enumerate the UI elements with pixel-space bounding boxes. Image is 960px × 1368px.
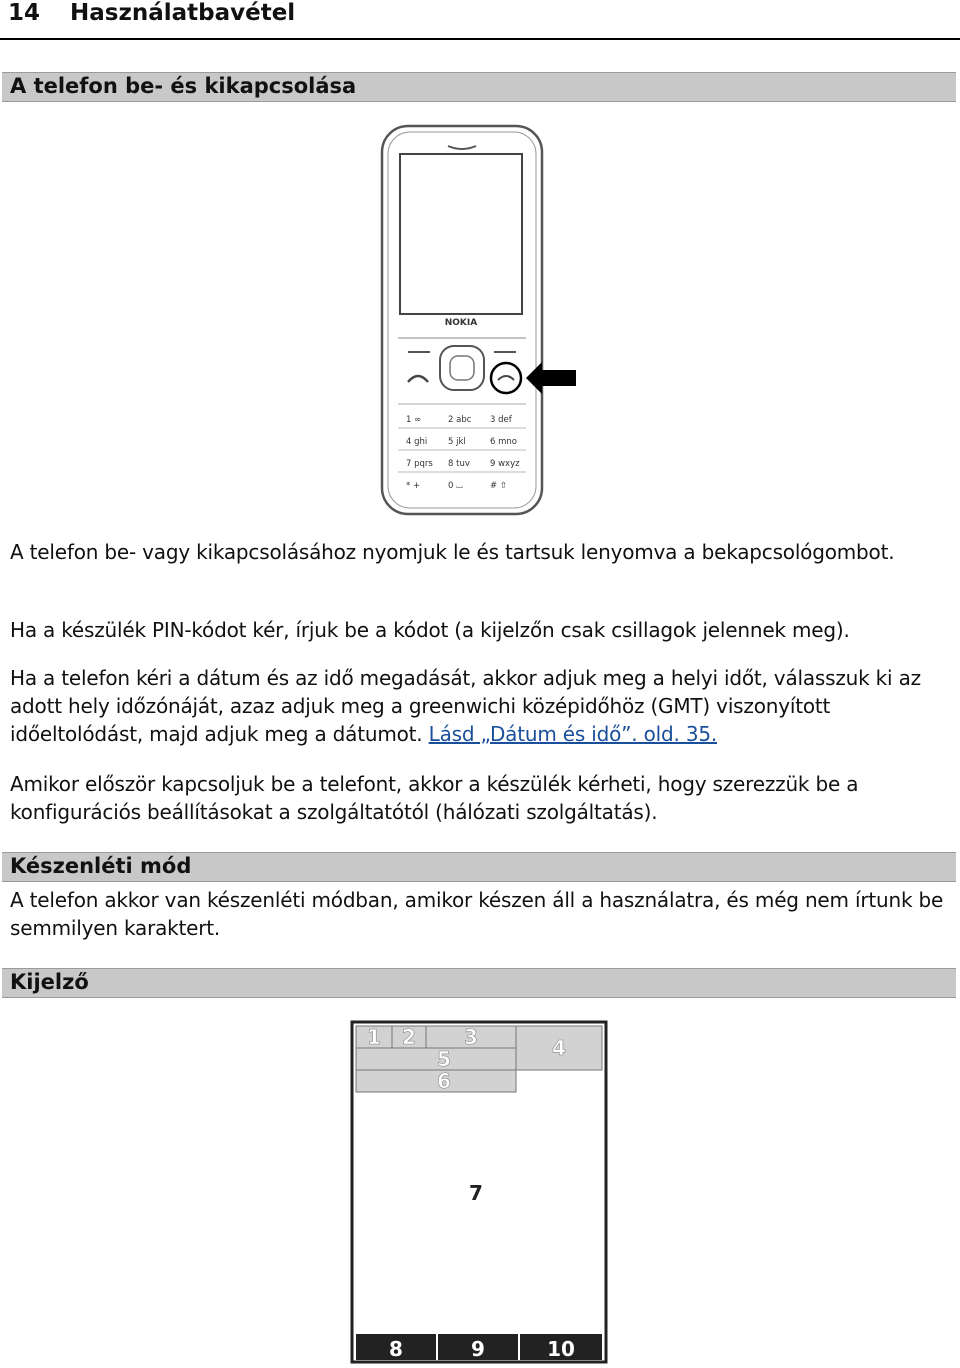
paragraph-configuration: Amikor először kapcsoljuk be a telefont, akkor a készülék kérheti, hogy szerezzük be a konfigurációs beállításokat a szolgáltatótól (hálózati szolgáltatás). xyxy=(10,772,859,824)
key-star: * + xyxy=(406,481,421,491)
label-5: 5 xyxy=(437,1047,451,1071)
chapter-title: Használatbavétel xyxy=(70,0,296,26)
key-5: 5 jkl xyxy=(448,437,466,447)
section-title: Kijelző xyxy=(10,970,89,994)
phone-brand-logo: NOKIA xyxy=(444,318,478,328)
label-7: 7 xyxy=(469,1181,483,1205)
section-heading-power xyxy=(2,72,956,102)
key-0: 0 ⌴ xyxy=(448,481,463,491)
area-5 xyxy=(356,1048,516,1070)
area-6 xyxy=(356,1070,516,1092)
label-3: 3 xyxy=(464,1025,478,1049)
navi-center xyxy=(450,356,474,380)
section-title: Készenléti mód xyxy=(10,854,192,878)
section-heading-display xyxy=(2,968,956,998)
key-4: 4 ghi xyxy=(406,437,428,447)
label-4: 4 xyxy=(552,1036,566,1060)
phone-illustration xyxy=(370,120,590,520)
paragraph-standby: A telefon akkor van készenléti módban, amikor készen áll a használatra, és még nem írtunk be semmilyen karaktert. xyxy=(10,888,944,940)
phone-screen xyxy=(400,154,522,314)
date-time-text: Ha a telefon kéri a dátum és az idő megadását, akkor adjuk meg a helyi időt, válasszuk ki az adott hely időzónáját, azaz adjuk meg a greenwichi középidőhöz (GMT) viszonyított időeltolódást, majd adjuk meg a dátumot. xyxy=(10,666,921,746)
section-heading-standby xyxy=(2,852,956,882)
key-6: 6 mno xyxy=(490,437,517,447)
key-8: 8 tuv xyxy=(448,459,470,469)
display-layout-diagram xyxy=(350,1020,610,1366)
key-2: 2 abc xyxy=(448,415,472,425)
label-10: 10 xyxy=(547,1337,575,1361)
label-9: 9 xyxy=(471,1337,485,1361)
key-1: 1 ∞ xyxy=(406,415,422,425)
paragraph-pin-code: Ha a készülék PIN-kódot kér, írjuk be a kódot (a kijelzőn csak csillagok jelennek meg). xyxy=(10,618,850,642)
page-header xyxy=(0,0,960,40)
label-2: 2 xyxy=(402,1025,416,1049)
key-7: 7 pqrs xyxy=(406,459,433,469)
label-6: 6 xyxy=(437,1069,451,1093)
section-title: A telefon be- és kikapcsolása xyxy=(10,74,357,98)
key-9: 9 wxyz xyxy=(490,459,520,469)
paragraph-date-time xyxy=(10,664,954,748)
page-number: 14 xyxy=(8,0,41,26)
key-hash: # ⇧ xyxy=(490,481,507,491)
label-1: 1 xyxy=(367,1025,381,1049)
paragraph-power-on: A telefon be- vagy kikapcsolásához nyomjuk le és tartsuk lenyomva a bekapcsológombot. xyxy=(10,540,895,564)
date-time-link[interactable]: Lásd „Dátum és idő”. old. 35. xyxy=(428,722,718,746)
key-3: 3 def xyxy=(490,415,512,425)
label-8: 8 xyxy=(389,1337,403,1361)
